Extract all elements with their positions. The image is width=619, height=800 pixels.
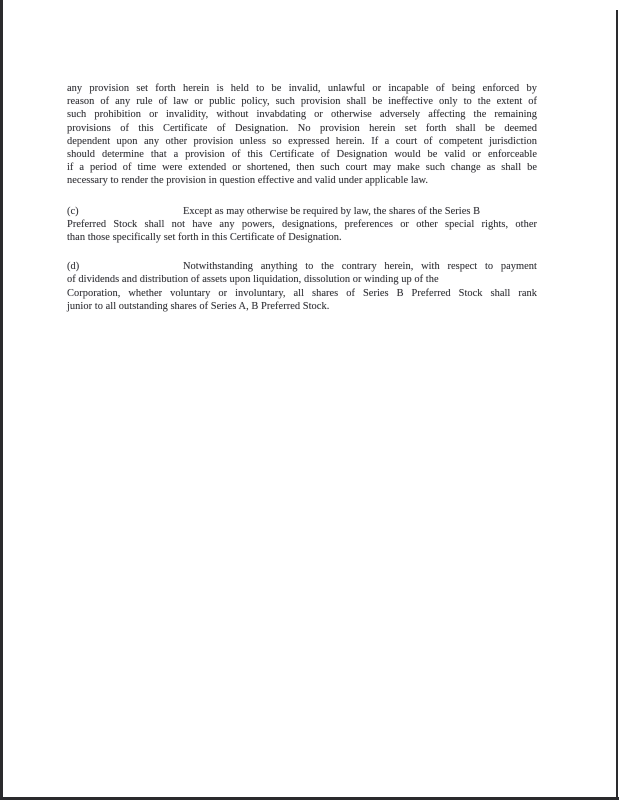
paragraph-d xyxy=(67,260,537,313)
document-text-block xyxy=(67,82,537,313)
text-line: dependent upon any other provision unless so expressed herein. If a court of competent jurisdiction xyxy=(67,135,537,147)
text-line: Preferred Stock shall not have any powers, designations, preferences or other special rights, other xyxy=(67,218,537,230)
text-segment: Notwithstanding anything to the contrary herein, with respect to payment xyxy=(183,261,537,273)
text-line: any provision set forth herein is held to be invalid, unlawful or incapable of being enforced by xyxy=(67,83,537,94)
paragraph-label: (c) xyxy=(67,205,79,217)
scan-edge-right xyxy=(616,10,618,800)
text-line: necessary to render the provision in question effective and valid under applicable law. xyxy=(67,175,428,187)
text-line: reason of any rule of law or public policy, such provision shall be ineffective only to the extent of xyxy=(67,96,537,108)
text-line xyxy=(67,205,537,218)
paragraph-intro xyxy=(67,82,537,188)
text-line xyxy=(67,260,537,273)
text-line: provisions of this Certificate of Designation. No provision herein set forth shall be deemed xyxy=(67,122,537,134)
text-line: than those specifically set forth in this Certificate of Designation. xyxy=(67,232,342,244)
text-line: Corporation, whether voluntary or involuntary, all shares of Series B Preferred Stock shall rank xyxy=(67,287,537,299)
paragraph-c xyxy=(67,205,537,245)
text-line: of dividends and distribution of assets upon liquidation, dissolution or winding up of the xyxy=(67,274,439,286)
text-segment: Except as may otherwise be required by law, the shares of the Series B xyxy=(183,205,481,217)
scan-edge-left xyxy=(0,0,3,800)
text-line: should determine that a provision of this Certificate of Designation would be valid or enforceable xyxy=(67,149,537,161)
paragraph-label: (d) xyxy=(67,261,80,273)
text-line: such prohibition or invalidity, without invabdating or otherwise adversely affecting the remaining xyxy=(67,109,537,121)
text-line: if a period of time were extended or shortened, then such court may make such change as shall be xyxy=(67,162,537,174)
text-line: junior to all outstanding shares of Series A, B Preferred Stock. xyxy=(67,300,330,312)
